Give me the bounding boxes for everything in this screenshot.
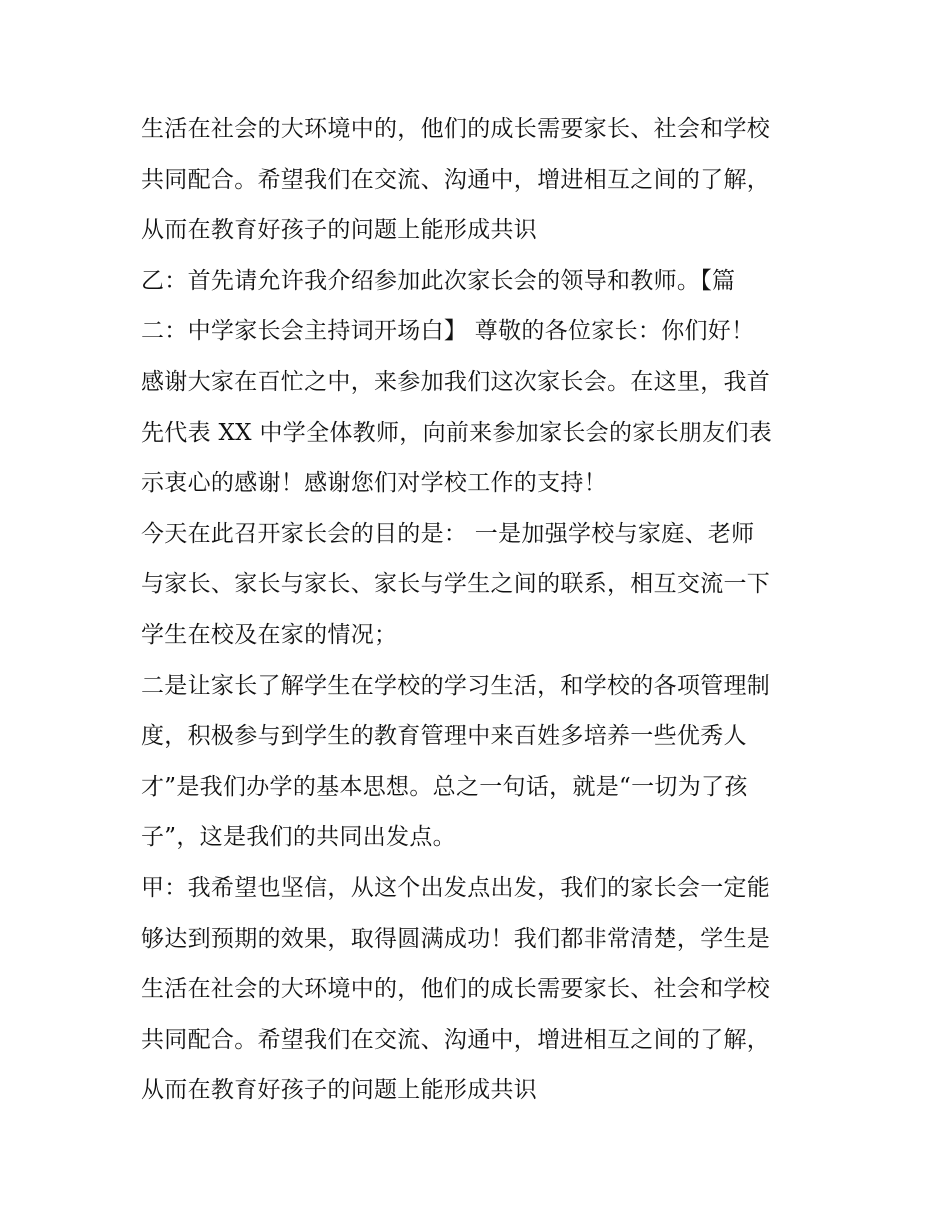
text-line: 感谢大家在百忙之中，来参加我们这次家长会。在这里，我首 (141, 368, 771, 395)
text-line: 示衷心的感谢！感谢您们对学校工作的支持！ (141, 470, 607, 497)
text-line: 共同配合。希望我们在交流、沟通中，增进相互之间的了解， (141, 1026, 771, 1053)
text-line: 从而在教育好孩子的问题上能形成共识 (141, 217, 538, 244)
text-line: 生活在社会的大环境中的，他们的成长需要家长、社会和学校 (141, 976, 771, 1003)
text-line: 今天在此召开家长会的目的是： 一是加强学校与家庭、老师 (141, 520, 755, 547)
text-line: 与家长、家长与家长、家长与学生之间的联系，相互交流一下 (141, 571, 771, 598)
text-line: 共同配合。希望我们在交流、沟通中，增进相互之间的了解， (141, 166, 771, 193)
text-line: 二是让家长了解学生在学校的学习生活，和学校的各项管理制 (141, 672, 771, 699)
text-line: 二：中学家长会主持词开场白】 尊敬的各位家长：你们好！ (141, 318, 755, 345)
text-line: 先代表 XX 中学全体教师，向前来参加家长会的家长朋友们表 (141, 419, 773, 446)
text-line: 从而在教育好孩子的问题上能形成共识 (141, 1077, 538, 1104)
text-line: 够达到预期的效果，取得圆满成功！我们都非常清楚，学生是 (141, 925, 771, 952)
document-body (141, 104, 821, 1116)
text-line: 度，积极参与到学生的教育管理中来百姓多培养一些优秀人 (141, 723, 747, 750)
text-line: 子”，这是我们的共同出发点。 (141, 824, 456, 851)
text-line: 甲：我希望也坚信，从这个出发点出发，我们的家长会一定能 (141, 874, 771, 901)
text-line: 乙：首先请允许我介绍参加此次家长会的领导和教师。【篇 (141, 267, 736, 294)
text-line: 才”是我们办学的基本思想。总之一句话，就是“一切为了孩 (141, 773, 748, 800)
text-line: 学生在校及在家的情况； (141, 621, 398, 648)
text-line: 生活在社会的大环境中的，他们的成长需要家长、社会和学校 (141, 116, 771, 142)
